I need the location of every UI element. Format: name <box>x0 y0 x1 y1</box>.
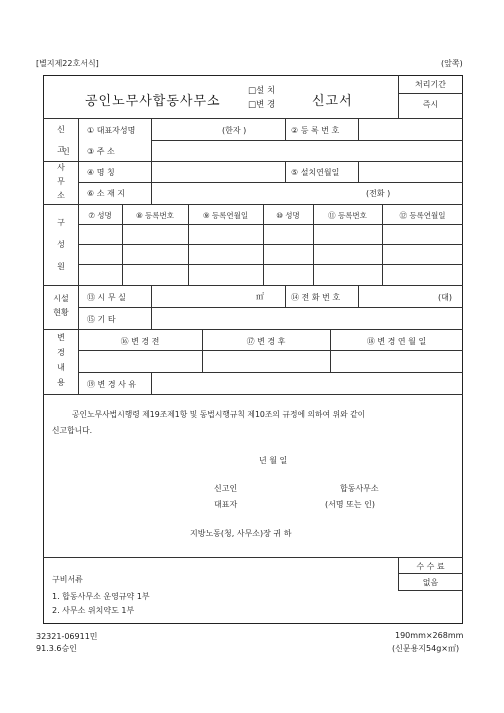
processing-value: 즉시 <box>422 100 439 109</box>
section-reporter: 신 고 <box>57 125 65 154</box>
rule <box>78 264 463 265</box>
section-facility: 시설 현황 <box>53 294 69 317</box>
col-reg-date-2: ⑫ 등록연월일 <box>399 211 446 220</box>
rule <box>285 285 286 307</box>
processing-label: 처리기간 <box>415 80 446 89</box>
rule <box>78 224 463 225</box>
footer-code: 32321-06911민 <box>36 632 98 641</box>
rule <box>43 285 463 286</box>
firm-label: 합동사무소 <box>340 484 379 493</box>
rule <box>358 161 359 183</box>
count-unit: (대) <box>438 293 452 302</box>
other-label: ⑮ 기 타 <box>87 315 116 324</box>
rule <box>78 307 463 308</box>
rep-name-label: ① 대표자성명 <box>87 126 136 135</box>
hanja-field[interactable]: (한자 ) <box>222 126 247 135</box>
docs-item: 2. 사무소 위치약도 1부 <box>52 606 135 615</box>
page-side-label: (앞쪽) <box>441 59 463 68</box>
rule <box>285 161 286 183</box>
declaration-line1: 공인노무사법시행령 제19조제1항 및 동법시행규칙 제10조의 규정에 의하여 위와 같이 <box>72 410 366 419</box>
office-name-label: ④ 명 칭 <box>87 168 115 177</box>
rule <box>151 140 463 141</box>
declaration-line2: 신고합니다. <box>52 426 93 435</box>
location-label: ⑥ 소 재 지 <box>87 189 125 198</box>
rule <box>43 118 463 119</box>
rule <box>78 350 463 351</box>
col-name-2: ⑩ 성명 <box>276 211 300 220</box>
col-name: ⑦ 성명 <box>88 211 112 220</box>
checkbox-change[interactable]: □변 경 <box>248 100 276 110</box>
representative-label: 대표자 <box>214 500 238 509</box>
form-title: 공인노무사합동사무소 <box>85 94 221 109</box>
office-area-label: ⑬ 시 무 실 <box>87 293 126 302</box>
fee-value: 없음 <box>422 578 439 587</box>
section-members: 구 성 원 <box>57 218 65 271</box>
reg-number-label: ② 등 록 번 호 <box>291 126 340 135</box>
form-title-suffix: 신고서 <box>312 94 353 109</box>
rule <box>398 93 463 94</box>
footer-size: 190mm×268mm <box>395 631 464 640</box>
rule <box>78 372 463 373</box>
rule <box>43 394 463 395</box>
rule <box>43 557 463 558</box>
rule <box>43 329 463 330</box>
rule <box>43 204 463 205</box>
footer-approved: 91.3.6승인 <box>36 644 77 653</box>
rule <box>151 118 152 205</box>
install-date-label: ⑤ 설치연월일 <box>291 168 340 177</box>
rule <box>78 244 463 245</box>
date-line: 년 월 일 <box>259 456 288 465</box>
rule <box>151 372 152 394</box>
addressee: 지방노동(청, 사무소)장 귀 하 <box>190 529 292 538</box>
section-office: 사 무 소 <box>57 163 65 200</box>
rule <box>285 118 286 140</box>
rule <box>78 182 463 183</box>
phone-field[interactable]: (전화 ) <box>366 189 391 198</box>
reason-label: ⑲ 변 경 사 유 <box>87 380 137 389</box>
rule <box>151 285 152 330</box>
rule <box>358 285 359 307</box>
signature-field[interactable]: (서명 또는 인) <box>325 500 375 509</box>
reporter-label: 신고인 <box>214 484 238 493</box>
col-reg-date: ⑨ 등록연월일 <box>202 211 249 220</box>
section-change: 변 경 내 용 <box>57 333 65 387</box>
after-label: ⑰ 변 경 후 <box>246 337 286 346</box>
address-label: ③ 주 소 <box>87 147 115 156</box>
fee-label: 수 수 료 <box>416 562 445 571</box>
phone-number-label: ⑭ 전 화 번 호 <box>291 293 341 302</box>
col-reg-number: ⑧ 등록번호 <box>135 211 175 220</box>
docs-item: 1. 합동사무소 운영규약 1부 <box>52 592 150 601</box>
area-unit: ㎡ <box>256 292 264 301</box>
col-reg-number-2: ⑪ 등록번호 <box>328 211 367 220</box>
docs-title: 구비서류 <box>52 575 83 584</box>
rule <box>358 118 359 140</box>
rule <box>398 573 463 574</box>
rule <box>78 118 79 394</box>
before-label: ⑯ 변 경 전 <box>120 337 160 346</box>
footer-paper: (신문용지54g×㎡) <box>392 644 460 653</box>
change-date-label: ⑱ 변 경 연 월 일 <box>366 337 427 346</box>
section-reporter-tail: 인 <box>62 147 70 156</box>
checkbox-install[interactable]: □설 치 <box>248 86 276 96</box>
form-number: [별지제22호서식] <box>36 59 99 68</box>
rule <box>43 161 463 162</box>
rule <box>398 590 463 591</box>
